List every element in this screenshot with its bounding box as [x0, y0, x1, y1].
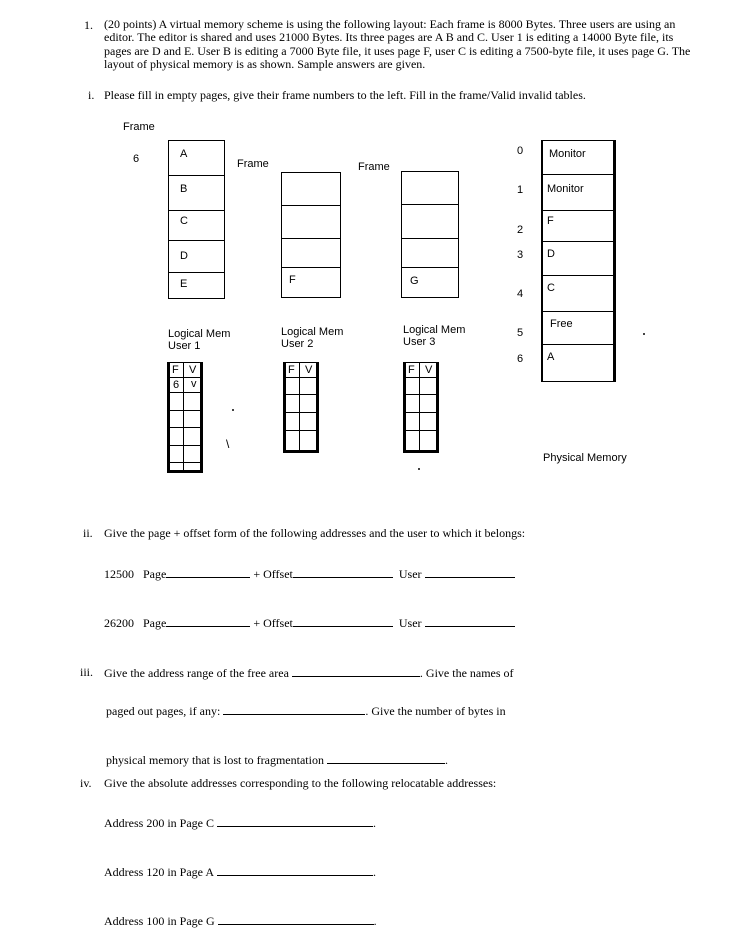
user2-page: [282, 173, 340, 206]
part-iv-text: Give the absolute addresses corresponding to the following relocatable addresses:: [104, 776, 497, 790]
phys-frame-number: 3: [517, 249, 524, 261]
user2-page: [282, 206, 340, 239]
phys-slot: [543, 276, 613, 312]
phys-slot: [543, 242, 613, 276]
label-line: User 2: [281, 338, 314, 350]
page-answer-field[interactable]: [166, 566, 250, 578]
offset-answer-field[interactable]: [293, 566, 393, 578]
fv-row: [406, 380, 436, 395]
user2-logical-memory: [281, 172, 341, 298]
page-label: Page: [143, 616, 167, 630]
address-row: [104, 615, 515, 631]
fv-row: [286, 398, 316, 413]
user1-fv-table: [167, 362, 203, 473]
fv-row: [286, 433, 316, 448]
phys-slot: [543, 345, 613, 381]
user2-label: [281, 326, 343, 350]
phys-frame-number: 4: [517, 288, 524, 300]
fv-frame-value: 6: [173, 379, 180, 391]
phys-slot-content: F: [547, 215, 554, 227]
page-label: G: [410, 275, 419, 287]
part-ii-text: Give the page + offset form of the following addresses and the user to which it belongs:: [104, 526, 526, 540]
phys-frame-number: 6: [517, 353, 524, 365]
page-label: E: [180, 278, 188, 290]
phys-slot: [543, 141, 613, 175]
phys-frame-number: 0: [517, 145, 524, 157]
user1-logical-memory: [168, 140, 225, 299]
fv-row: [170, 396, 200, 411]
part-iii-line1: [104, 665, 514, 681]
user3-label: [403, 324, 465, 348]
phys-frame-number: 2: [517, 224, 524, 236]
stray-dot: [643, 333, 645, 335]
fv-row: [286, 416, 316, 431]
intro-line: layout of physical memory is as shown. Sample answers are given.: [104, 57, 426, 72]
offset-label: + Offset: [253, 616, 293, 630]
phys-slot: [543, 175, 613, 211]
fv-header-f: F: [288, 364, 295, 376]
relocatable-item: [104, 864, 376, 880]
label-line: Logical Mem: [403, 324, 466, 336]
part-ii-numeral: ii.: [83, 526, 93, 540]
intro-line: pages are D and E. User B is editing a 7000 Byte file, it uses page F, user C is editing a 7500-byte file, it uses page G. The: [104, 43, 691, 58]
line-end: .: [373, 816, 376, 830]
fv-header-f: F: [172, 364, 179, 376]
paged-out-prompt-start: . Give the names of: [419, 666, 514, 680]
page-label: B: [180, 183, 188, 195]
page-label: F: [289, 274, 296, 286]
page-label: A: [180, 148, 188, 160]
page-label: Page: [143, 567, 167, 581]
offset-answer-field[interactable]: [293, 615, 393, 627]
fv-row: [406, 398, 436, 413]
phys-slot: [543, 211, 613, 242]
user2-page: [282, 268, 340, 299]
question-intro: [104, 18, 694, 72]
part-iii-numeral: iii.: [80, 665, 94, 679]
user3-fv-table: [403, 362, 439, 453]
fv-row: [406, 433, 436, 448]
part-i-numeral: i.: [88, 88, 95, 102]
phys-slot-content: Free: [550, 318, 573, 330]
part-iii-line2: [106, 703, 506, 719]
fv-row: [406, 416, 436, 431]
address-value: 12500: [104, 567, 134, 581]
phys-slot-content: Monitor: [547, 183, 584, 195]
intro-line: (20 points) A virtual memory scheme is using the following layout: Each frame is 8000 Bytes. Three users are using an: [104, 17, 676, 31]
fv-header-v: V: [305, 364, 313, 376]
fv-header-v: V: [425, 364, 433, 376]
user3-logical-memory: [401, 171, 459, 298]
free-area-answer-field[interactable]: [292, 665, 420, 677]
frame-label-user2: Frame: [237, 158, 269, 170]
page-answer-field[interactable]: [166, 615, 250, 627]
absolute-address-field[interactable]: [218, 913, 374, 925]
fv-row: [170, 431, 200, 446]
absolute-address-field[interactable]: [217, 815, 373, 827]
user-label: User: [398, 616, 422, 630]
frame-label: Frame: [123, 121, 155, 133]
fragmentation-prompt-start: . Give the number of bytes in: [365, 704, 506, 718]
stray-backslash: \: [226, 437, 230, 451]
part-iii-line3: [106, 752, 448, 768]
stray-dot: [418, 468, 420, 470]
label-line: User 1: [168, 340, 201, 352]
fv-row: [170, 448, 200, 463]
stray-dot: [232, 409, 234, 411]
user3-page: [402, 172, 458, 205]
frame-label-user3: Frame: [358, 161, 390, 173]
user3-page: [402, 239, 458, 268]
relocatable-item: [104, 913, 377, 929]
user1-page: [169, 141, 224, 176]
fv-row: [170, 413, 200, 428]
phys-frame-number: 5: [517, 327, 524, 339]
relocatable-label: Address 200 in Page C: [104, 816, 214, 830]
label-line: User 3: [403, 336, 436, 348]
user3-page: [402, 205, 458, 239]
relocatable-item: [104, 815, 376, 831]
label-line: Logical Mem: [281, 326, 344, 338]
absolute-address-field[interactable]: [217, 864, 373, 876]
fv-header-row: [286, 363, 316, 378]
fv-valid-value: v: [191, 378, 197, 390]
line-end: .: [444, 753, 448, 767]
phys-slot-content: A: [547, 351, 555, 363]
user1-page: [169, 241, 224, 273]
fv-header-row: [170, 363, 200, 378]
user-answer-field[interactable]: [425, 615, 515, 627]
free-area-prompt: Give the address range of the free area: [104, 666, 289, 680]
fv-header-row: [406, 363, 436, 378]
fv-row: [286, 380, 316, 395]
address-value: 26200: [104, 616, 134, 630]
page-label: D: [180, 250, 188, 262]
fv-header-v: V: [189, 364, 197, 376]
relocatable-label: Address 100 in Page G: [104, 914, 215, 928]
user1-page: [169, 176, 224, 211]
phys-slot-content: C: [547, 282, 555, 294]
paged-out-prompt: paged out pages, if any:: [106, 704, 221, 718]
user1-label: [168, 328, 230, 352]
paged-out-answer-field[interactable]: [223, 703, 365, 715]
intro-line: editor. The editor is shared and uses 21000 Bytes. Its three pages are A B and C. User 1 is editing a 14000 Byte file, its: [104, 30, 674, 45]
user-label: User: [398, 567, 422, 581]
user1-page: [169, 273, 224, 300]
label-line: Logical Mem: [168, 328, 231, 340]
fv-row: [170, 378, 200, 393]
part-iv-numeral: iv.: [80, 776, 92, 790]
fv-header-f: F: [408, 364, 415, 376]
line-end: .: [373, 865, 376, 879]
physical-memory-label: Physical Memory: [543, 452, 627, 464]
address-row: [104, 566, 515, 582]
line-end: .: [373, 914, 377, 928]
phys-slot-content: D: [547, 248, 555, 260]
offset-label: + Offset: [253, 567, 293, 581]
frame-number-a: 6: [133, 153, 140, 165]
phys-slot-content: Monitor: [549, 148, 586, 160]
fragmentation-answer-field[interactable]: [327, 752, 445, 764]
question-number: 1.: [84, 18, 93, 32]
physical-memory: [541, 140, 616, 382]
fragmentation-prompt: physical memory that is lost to fragmentation: [106, 753, 324, 767]
page-label: C: [180, 215, 188, 227]
user2-fv-table: [283, 362, 319, 453]
user1-page: [169, 211, 224, 241]
part-i-text: Please fill in empty pages, give their frame numbers to the left. Fill in the frame/Valid invalid tables.: [104, 88, 586, 102]
relocatable-label: Address 120 in Page A: [104, 865, 214, 879]
phys-slot: [543, 312, 613, 345]
user2-page: [282, 239, 340, 268]
user3-page: [402, 268, 458, 299]
user-answer-field[interactable]: [425, 566, 515, 578]
phys-frame-number: 1: [517, 184, 524, 196]
